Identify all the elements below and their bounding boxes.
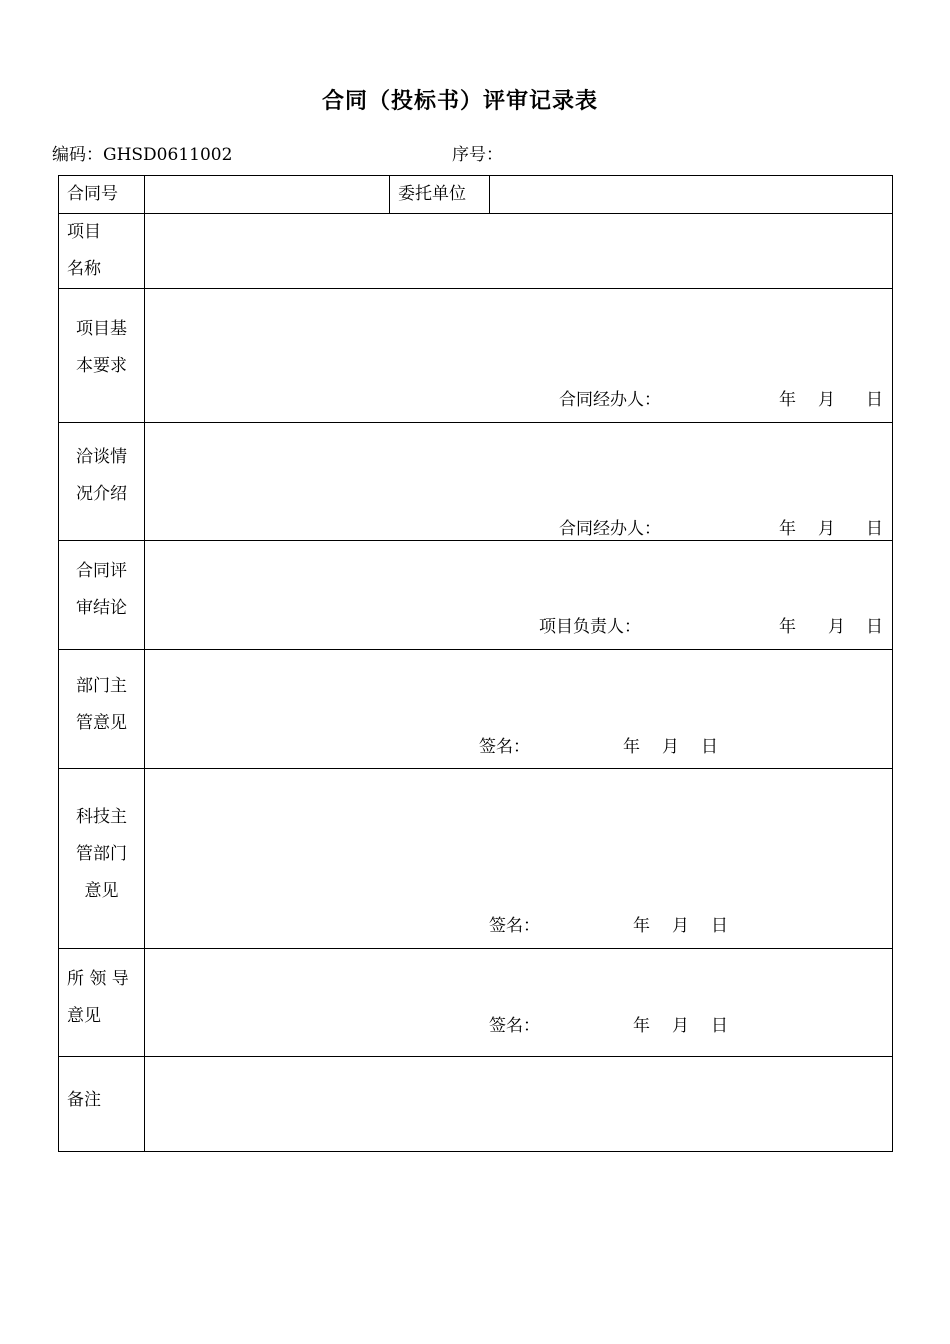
dept-field[interactable] [145,650,893,769]
row-dept-opinion [59,650,893,769]
remarks-label: 备注 [59,1057,145,1152]
date-year: 年 [779,519,796,539]
dept-label: 部门主 管意见 [59,650,145,769]
row-project-name [59,214,893,289]
code-label: 编码：GHSD0611002 [52,145,233,165]
date-month: 月 [672,916,689,936]
handler-signature-label: 合同经办人： [559,519,661,539]
tech-field[interactable] [145,769,893,949]
remarks-field[interactable] [145,1057,893,1152]
project-lead-signature-label: 项目负责人： [539,617,641,637]
date-day: 日 [866,617,883,637]
signature-label: 签名： [479,737,530,757]
date-year: 年 [623,737,640,757]
date-day: 日 [711,916,728,936]
row-tech-dept-opinion [59,769,893,949]
negotiation-label: 洽谈情 况介绍 [59,423,145,541]
basic-req-label: 项目基 本要求 [59,289,145,423]
row-remarks [59,1057,893,1152]
review-label: 合同评 审结论 [59,541,145,650]
signature-label: 签名： [489,916,540,936]
basic-req-field[interactable] [145,289,893,423]
handler-signature-label: 合同经办人： [559,390,661,410]
row-contract-no [59,176,893,214]
review-field[interactable] [145,541,893,650]
review-record-table [58,175,893,1152]
contract-no-label: 合同号 [59,176,145,214]
client-label: 委托单位 [390,176,490,214]
row-negotiation [59,423,893,541]
date-month: 月 [662,737,679,757]
date-month: 月 [828,617,845,637]
date-month: 月 [672,1016,689,1036]
tech-label: 科技主 管部门 意见 [59,769,145,949]
date-day: 日 [866,390,883,410]
signature-label: 签名： [489,1016,540,1036]
page-title: 合同（投标书）评审记录表 [321,89,598,114]
row-review-conclusion [59,541,893,650]
date-day: 日 [711,1016,728,1036]
date-year: 年 [633,1016,650,1036]
date-month: 月 [818,519,835,539]
date-day: 日 [701,737,718,757]
leader-field[interactable] [145,949,893,1057]
date-month: 月 [818,390,835,410]
project-name-field[interactable] [145,214,893,289]
client-field[interactable] [490,176,893,214]
date-year: 年 [633,916,650,936]
project-name-label: 项目 名称 [59,214,145,289]
date-year: 年 [779,390,796,410]
row-basic-requirements [59,289,893,423]
date-year: 年 [779,617,796,637]
date-day: 日 [866,519,883,539]
row-leader-opinion [59,949,893,1057]
leader-label: 所 领 导 意见 [59,949,145,1057]
seq-label: 序号： [452,145,503,165]
negotiation-field[interactable] [145,423,893,541]
contract-no-field[interactable] [145,176,390,214]
